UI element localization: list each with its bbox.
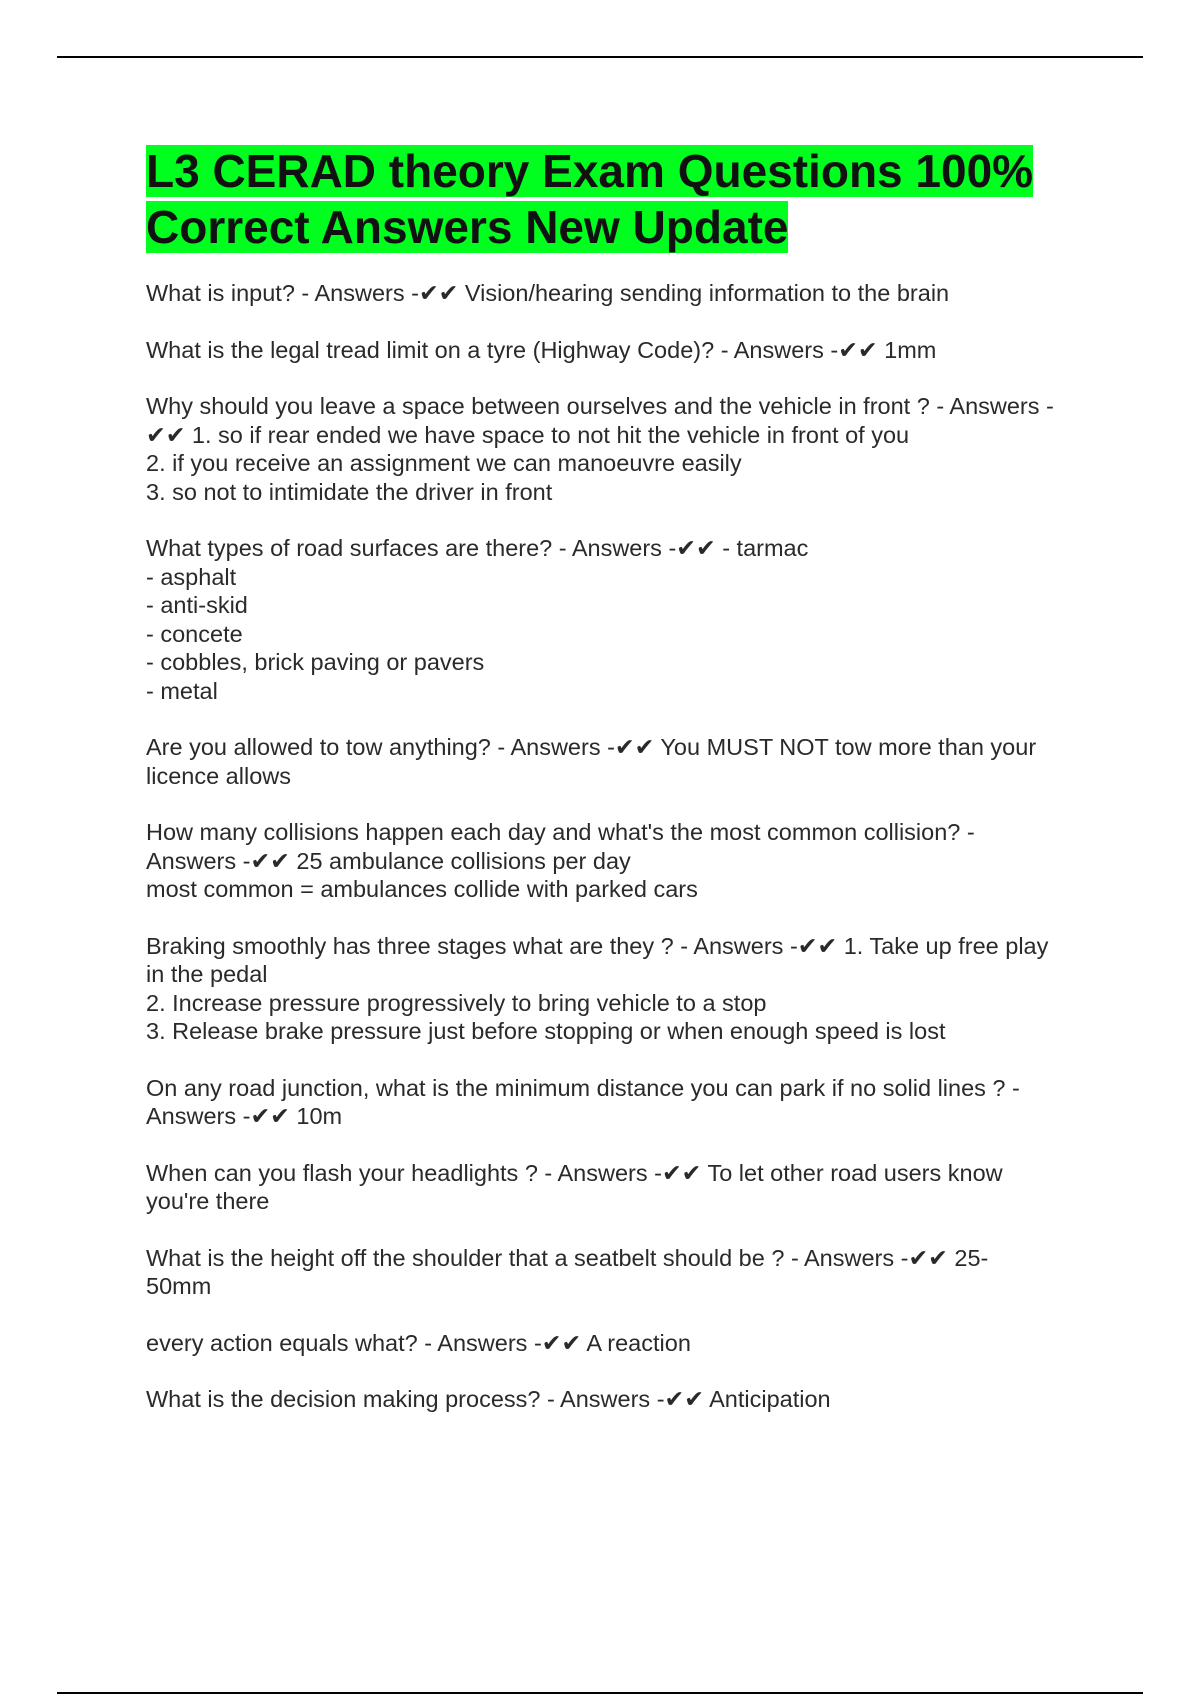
qa-line: 3. so not to intimidate the driver in front — [146, 478, 553, 505]
qa-line: 50mm — [146, 1273, 212, 1299]
qa-line: Answers -✔✔ 10m — [146, 1103, 343, 1129]
qa-entry — [146, 1244, 1086, 1301]
qa-line: 2. if you receive an assignment we can manoeuvre easily — [146, 450, 742, 476]
title-highlight: L3 CERAD theory Exam Questions 100% Correct Answers New Update — [146, 145, 1034, 253]
qa-line: When can you flash your headlights ? - Answers -✔✔ To let other road users know — [146, 1159, 1003, 1186]
top-rule — [57, 56, 1143, 58]
qa-line: What is the height off the shoulder that a seatbelt should be ? - Answers -✔✔ 25- — [146, 1244, 989, 1271]
qa-line: Braking smoothly has three stages what are they ? - Answers -✔✔ 1. Take up free play — [146, 932, 1049, 959]
qa-list — [146, 279, 1086, 1414]
qa-entry — [146, 932, 1086, 1046]
qa-entry — [146, 1074, 1086, 1131]
qa-entry — [146, 336, 1086, 365]
qa-line: 3. Release brake pressure just before stopping or when enough speed is lost — [146, 1018, 946, 1044]
qa-line: - concete — [146, 620, 243, 647]
qa-entry — [146, 733, 1086, 790]
qa-line: you're there — [146, 1188, 270, 1214]
qa-line: Answers -✔✔ 25 ambulance collisions per day — [146, 847, 631, 874]
qa-line: Are you allowed to tow anything? - Answers -✔✔ You MUST NOT tow more than your — [146, 734, 1037, 760]
qa-line: What is input? - Answers -✔✔ Vision/hearing sending information to the brain — [146, 280, 950, 306]
qa-entry — [146, 279, 1086, 308]
qa-line: licence allows — [146, 762, 291, 789]
qa-line: - asphalt — [146, 563, 237, 590]
qa-line: 2. Increase pressure progressively to bring vehicle to a stop — [146, 989, 767, 1016]
bottom-rule — [57, 1692, 1143, 1694]
qa-line: - cobbles, brick paving or pavers — [146, 649, 485, 675]
qa-line: - anti-skid — [146, 592, 248, 618]
qa-entry — [146, 1385, 1086, 1414]
qa-line: What is the decision making process? - Answers -✔✔ Anticipation — [146, 1386, 831, 1412]
qa-line: most common = ambulances collide with parked cars — [146, 876, 698, 902]
qa-entry — [146, 534, 1086, 705]
document-title — [146, 143, 1086, 255]
document-body — [146, 143, 1086, 1442]
qa-line: On any road junction, what is the minimum distance you can park if no solid lines ? - — [146, 1074, 1020, 1101]
qa-line: Why should you leave a space between ourselves and the vehicle in front ? - Answers - — [146, 393, 1054, 419]
qa-line: What is the legal tread limit on a tyre (Highway Code)? - Answers -✔✔ 1mm — [146, 336, 937, 363]
qa-entry — [146, 818, 1086, 904]
qa-line: ✔✔ 1. so if rear ended we have space to not hit the vehicle in front of you — [146, 421, 910, 448]
qa-entry — [146, 1329, 1086, 1358]
qa-line: every action equals what? - Answers -✔✔ A reaction — [146, 1329, 691, 1356]
qa-line: in the pedal — [146, 961, 268, 987]
qa-entry — [146, 392, 1086, 506]
qa-line: How many collisions happen each day and what's the most common collision? - — [146, 819, 975, 845]
qa-entry — [146, 1159, 1086, 1216]
qa-line: - metal — [146, 677, 218, 704]
qa-line: What types of road surfaces are there? - Answers -✔✔ - tarmac — [146, 535, 809, 561]
